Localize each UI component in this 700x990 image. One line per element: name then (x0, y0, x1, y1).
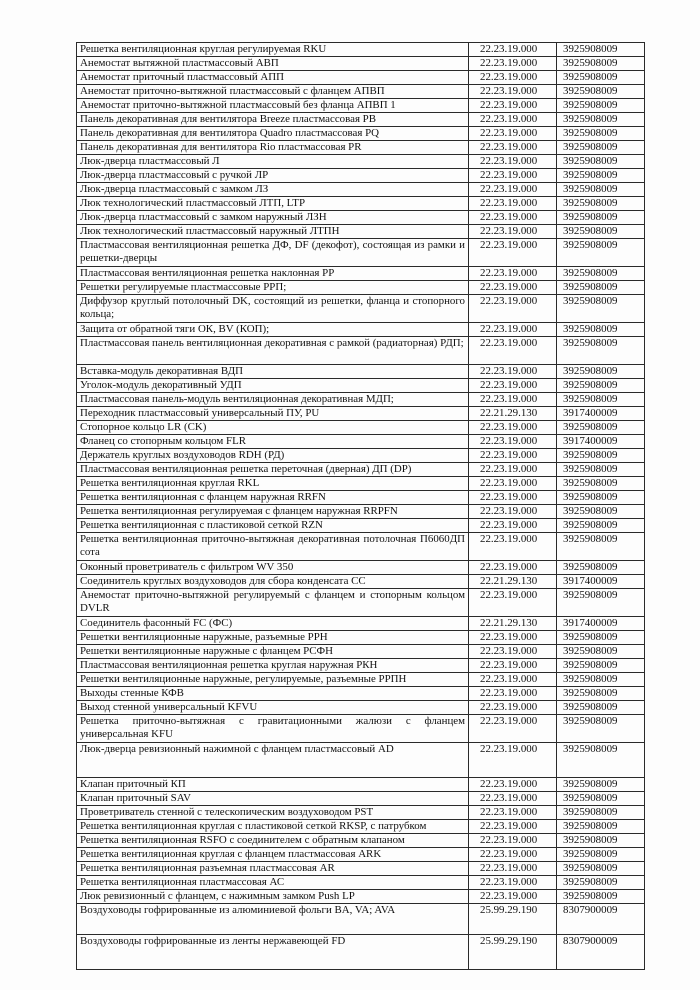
okpd-code-cell: 22.23.19.000 (469, 435, 557, 449)
product-name-cell: Воздуховоды гофрированные из алюминиевой фольги BA, VA; AVA (77, 904, 469, 935)
table-row (77, 935, 645, 970)
tnved-code-cell: 3925908009 (557, 197, 645, 211)
tnved-code-cell: 3925908009 (557, 645, 645, 659)
product-name-cell: Решетка вентиляционная пластмассовая АС (77, 876, 469, 890)
table-row (77, 407, 645, 421)
okpd-code-cell: 22.23.19.000 (469, 85, 557, 99)
table-row (77, 834, 645, 848)
product-name-cell: Решетка вентиляционная круглая RKL (77, 477, 469, 491)
tnved-code-cell: 3925908009 (557, 659, 645, 673)
tnved-code-cell: 3925908009 (557, 701, 645, 715)
okpd-code-cell: 22.23.19.000 (469, 820, 557, 834)
okpd-code-cell: 22.23.19.000 (469, 239, 557, 267)
okpd-code-cell: 22.23.19.000 (469, 645, 557, 659)
product-name-cell: Люк-дверца пластмассовый с замком наружный ЛЗН (77, 211, 469, 225)
tnved-code-cell: 3925908009 (557, 141, 645, 155)
table-row (77, 113, 645, 127)
table-row (77, 673, 645, 687)
product-name-cell: Анемостат приточный пластмассовый АПП (77, 71, 469, 85)
product-name-cell: Оконный проветриватель с фильтром WV 350 (77, 561, 469, 575)
tnved-code-cell: 3925908009 (557, 323, 645, 337)
product-name-cell: Пластмассовая вентиляционная решетка наклонная РР (77, 267, 469, 281)
tnved-code-cell: 3925908009 (557, 169, 645, 183)
product-name-cell: Решетка вентиляционная с пластиковой сеткой RZN (77, 519, 469, 533)
okpd-code-cell: 22.23.19.000 (469, 183, 557, 197)
table-row (77, 617, 645, 631)
product-name-cell: Решетка вентиляционная разъемная пластмассовая AR (77, 862, 469, 876)
table-row (77, 463, 645, 477)
okpd-code-cell: 22.23.19.000 (469, 393, 557, 407)
table-row (77, 337, 645, 365)
tnved-code-cell: 3925908009 (557, 491, 645, 505)
table-row (77, 806, 645, 820)
tnved-code-cell: 8307900009 (557, 935, 645, 970)
table-row (77, 435, 645, 449)
product-name-cell: Решетки регулируемые пластмассовые РРП; (77, 281, 469, 295)
product-name-cell: Панель декоративная для вентилятора Quadro пластмассовая PQ (77, 127, 469, 141)
table-row (77, 778, 645, 792)
product-name-cell: Решетка вентиляционная приточно-вытяжная декоративная потолочная П6060ДП сота (77, 533, 469, 561)
okpd-code-cell: 22.23.19.000 (469, 890, 557, 904)
product-name-cell: Пластмассовая панель-модуль вентиляционная декоративная МДП; (77, 393, 469, 407)
okpd-code-cell: 22.23.19.000 (469, 463, 557, 477)
table-row (77, 379, 645, 393)
table-row (77, 267, 645, 281)
table-row (77, 183, 645, 197)
tnved-code-cell: 3925908009 (557, 862, 645, 876)
tnved-code-cell: 3925908009 (557, 890, 645, 904)
table-row (77, 715, 645, 743)
table-row (77, 43, 645, 57)
tnved-code-cell: 3917400009 (557, 617, 645, 631)
okpd-code-cell: 22.23.19.000 (469, 57, 557, 71)
table-row (77, 491, 645, 505)
okpd-code-cell: 22.23.19.000 (469, 127, 557, 141)
okpd-code-cell: 22.23.19.000 (469, 323, 557, 337)
table-row (77, 71, 645, 85)
table-row (77, 211, 645, 225)
table-row (77, 505, 645, 519)
okpd-code-cell: 25.99.29.190 (469, 904, 557, 935)
table-row (77, 589, 645, 617)
okpd-code-cell: 22.23.19.000 (469, 631, 557, 645)
tnved-code-cell: 3925908009 (557, 393, 645, 407)
okpd-code-cell: 22.23.19.000 (469, 267, 557, 281)
table-row (77, 659, 645, 673)
okpd-code-cell: 22.23.19.000 (469, 673, 557, 687)
tnved-code-cell: 3925908009 (557, 519, 645, 533)
product-name-cell: Люк-дверца пластмассовый с ручкой ЛР (77, 169, 469, 183)
tnved-code-cell: 3925908009 (557, 631, 645, 645)
product-name-cell: Клапан приточный SAV (77, 792, 469, 806)
okpd-code-cell: 22.23.19.000 (469, 225, 557, 239)
product-name-cell: Выходы стенные КФВ (77, 687, 469, 701)
tnved-code-cell: 3925908009 (557, 743, 645, 778)
okpd-code-cell: 22.23.19.000 (469, 561, 557, 575)
product-name-cell: Переходник пластмассовый универсальный ПУ, PU (77, 407, 469, 421)
table-row (77, 862, 645, 876)
tnved-code-cell: 3925908009 (557, 239, 645, 267)
table-row (77, 99, 645, 113)
table-row (77, 85, 645, 99)
table-row (77, 561, 645, 575)
okpd-code-cell: 22.23.19.000 (469, 589, 557, 617)
table-row (77, 519, 645, 533)
tnved-code-cell: 3925908009 (557, 43, 645, 57)
tnved-code-cell: 3925908009 (557, 113, 645, 127)
tnved-code-cell: 3925908009 (557, 365, 645, 379)
table-row (77, 575, 645, 589)
tnved-code-cell: 3925908009 (557, 71, 645, 85)
table-row (77, 421, 645, 435)
product-name-cell: Решетка вентиляционная RSFO с соединителем с обратным клапаном (77, 834, 469, 848)
tnved-code-cell: 3925908009 (557, 281, 645, 295)
okpd-code-cell: 22.23.19.000 (469, 71, 557, 85)
table-row (77, 365, 645, 379)
table-row (77, 281, 645, 295)
product-name-cell: Решетка вентиляционная круглая регулируемая RKU (77, 43, 469, 57)
okpd-code-cell: 22.23.19.000 (469, 281, 557, 295)
product-name-cell: Защита от обратной тяги ОК, BV (КОП); (77, 323, 469, 337)
table-row (77, 848, 645, 862)
product-name-cell: Уголок-модуль декоративный УДП (77, 379, 469, 393)
product-name-cell: Люк технологический пластмассовый наружный ЛТПН (77, 225, 469, 239)
okpd-code-cell: 22.23.19.000 (469, 155, 557, 169)
product-name-cell: Решетки вентиляционные наружные с фланцем PCФH (77, 645, 469, 659)
product-name-cell: Анемостат приточно-вытяжной пластмассовый с фланцем АПВП (77, 85, 469, 99)
tnved-code-cell: 3925908009 (557, 225, 645, 239)
table-row (77, 631, 645, 645)
product-name-cell: Люк ревизионный с фланцем, с нажимным замком Push LP (77, 890, 469, 904)
table-row (77, 155, 645, 169)
product-name-cell: Вставка-модуль декоративная ВДП (77, 365, 469, 379)
okpd-code-cell: 22.23.19.000 (469, 659, 557, 673)
tnved-code-cell: 3925908009 (557, 127, 645, 141)
product-name-cell: Выход стенной универсальный KFVU (77, 701, 469, 715)
product-name-cell: Решетки вентиляционные наружные, регулируемые, разъемные РРПН (77, 673, 469, 687)
tnved-code-cell: 3925908009 (557, 792, 645, 806)
okpd-code-cell: 22.21.29.130 (469, 575, 557, 589)
tnved-code-cell: 3925908009 (557, 449, 645, 463)
okpd-code-cell: 22.23.19.000 (469, 701, 557, 715)
okpd-code-cell: 22.23.19.000 (469, 295, 557, 323)
tnved-code-cell: 3925908009 (557, 876, 645, 890)
okpd-code-cell: 22.23.19.000 (469, 211, 557, 225)
okpd-code-cell: 22.23.19.000 (469, 169, 557, 183)
table-row (77, 197, 645, 211)
tnved-code-cell: 3925908009 (557, 267, 645, 281)
product-name-cell: Люк технологический пластмассовый ЛТП, LTP (77, 197, 469, 211)
okpd-code-cell: 22.23.19.000 (469, 491, 557, 505)
table-row (77, 743, 645, 778)
product-name-cell: Анемостат вытяжной пластмассовый АВП (77, 57, 469, 71)
tnved-code-cell: 3925908009 (557, 589, 645, 617)
tnved-code-cell: 3925908009 (557, 295, 645, 323)
tnved-code-cell: 3925908009 (557, 715, 645, 743)
product-name-cell: Проветриватель стенной с телескопическим воздуховодом PST (77, 806, 469, 820)
tnved-code-cell: 3925908009 (557, 505, 645, 519)
product-name-cell: Решетки вентиляционные наружные, разъемные PPH (77, 631, 469, 645)
product-name-cell: Стопорное кольцо LR (CK) (77, 421, 469, 435)
okpd-code-cell: 22.21.29.130 (469, 407, 557, 421)
tnved-code-cell: 3925908009 (557, 99, 645, 113)
table-row (77, 141, 645, 155)
table-row (77, 225, 645, 239)
okpd-code-cell: 22.23.19.000 (469, 743, 557, 778)
tnved-code-cell: 8307900009 (557, 904, 645, 935)
table-row (77, 295, 645, 323)
table-row (77, 393, 645, 407)
okpd-code-cell: 22.23.19.000 (469, 806, 557, 820)
okpd-code-cell: 22.21.29.130 (469, 617, 557, 631)
tnved-code-cell: 3925908009 (557, 463, 645, 477)
product-name-cell: Клапан приточный КП (77, 778, 469, 792)
tnved-code-cell: 3925908009 (557, 85, 645, 99)
okpd-code-cell: 22.23.19.000 (469, 715, 557, 743)
product-name-cell: Фланец со стопорным кольцом FLR (77, 435, 469, 449)
table-row (77, 820, 645, 834)
tnved-code-cell: 3917400009 (557, 407, 645, 421)
okpd-code-cell: 22.23.19.000 (469, 421, 557, 435)
okpd-code-cell: 22.23.19.000 (469, 337, 557, 365)
product-name-cell: Решетка вентиляционная с фланцем наружная RRFN (77, 491, 469, 505)
okpd-code-cell: 22.23.19.000 (469, 113, 557, 127)
tnved-code-cell: 3925908009 (557, 673, 645, 687)
okpd-code-cell: 22.23.19.000 (469, 43, 557, 57)
table-row (77, 239, 645, 267)
tnved-code-cell: 3925908009 (557, 337, 645, 365)
okpd-code-cell: 22.23.19.000 (469, 519, 557, 533)
product-name-cell: Люк-дверца ревизионный нажимной с фланцем пластмассовый AD (77, 743, 469, 778)
okpd-code-cell: 22.23.19.000 (469, 365, 557, 379)
tnved-code-cell: 3925908009 (557, 379, 645, 393)
tnved-code-cell: 3925908009 (557, 155, 645, 169)
tnved-code-cell: 3925908009 (557, 211, 645, 225)
product-name-cell: Анемостат приточно-вытяжной пластмассовый без фланца АПВП 1 (77, 99, 469, 113)
tnved-code-cell: 3925908009 (557, 848, 645, 862)
table-row (77, 904, 645, 935)
tnved-code-cell: 3925908009 (557, 834, 645, 848)
product-name-cell: Соединитель круглых воздуховодов для сбора конденсата СС (77, 575, 469, 589)
tnved-code-cell: 3925908009 (557, 57, 645, 71)
product-name-cell: Воздуховоды гофрированные из ленты нержавеющей FD (77, 935, 469, 970)
product-name-cell: Люк-дверца пластмассовый Л (77, 155, 469, 169)
product-name-cell: Люк-дверца пластмассовый с замком ЛЗ (77, 183, 469, 197)
tnved-code-cell: 3925908009 (557, 183, 645, 197)
okpd-code-cell: 22.23.19.000 (469, 687, 557, 701)
table-body (77, 43, 645, 970)
table-row (77, 449, 645, 463)
product-name-cell: Решетка вентиляционная круглая с пластиковой сеткой RKSP, с патрубком (77, 820, 469, 834)
tnved-code-cell: 3925908009 (557, 778, 645, 792)
table-row (77, 323, 645, 337)
tnved-code-cell: 3925908009 (557, 820, 645, 834)
tnved-code-cell: 3925908009 (557, 421, 645, 435)
tnved-code-cell: 3925908009 (557, 533, 645, 561)
okpd-code-cell: 22.23.19.000 (469, 379, 557, 393)
product-name-cell: Панель декоративная для вентилятора Breeze пластмассовая PB (77, 113, 469, 127)
okpd-code-cell: 22.23.19.000 (469, 792, 557, 806)
table-row (77, 890, 645, 904)
table-row (77, 687, 645, 701)
tnved-code-cell: 3925908009 (557, 806, 645, 820)
table-row (77, 533, 645, 561)
okpd-code-cell: 22.23.19.000 (469, 862, 557, 876)
product-name-cell: Соединитель фасонный FC (ФС) (77, 617, 469, 631)
okpd-code-cell: 22.23.19.000 (469, 477, 557, 491)
tnved-code-cell: 3925908009 (557, 561, 645, 575)
product-name-cell: Решетка вентиляционная регулируемая с фланцем наружная RRPFN (77, 505, 469, 519)
product-name-cell: Диффузор круглый потолочный DK, состоящий из решетки, фланца и стопорного кольца; (77, 295, 469, 323)
product-name-cell: Анемостат приточно-вытяжной регулируемый с фланцем и стопорным кольцом DVLR (77, 589, 469, 617)
tnved-code-cell: 3917400009 (557, 575, 645, 589)
table-row (77, 645, 645, 659)
table-row (77, 792, 645, 806)
product-name-cell: Панель декоративная для вентилятора Rio пластмассовая PR (77, 141, 469, 155)
okpd-code-cell: 22.23.19.000 (469, 876, 557, 890)
product-name-cell: Пластмассовая вентиляционная решетка переточная (дверная) ДП (DP) (77, 463, 469, 477)
product-code-table (76, 42, 645, 970)
table-row (77, 876, 645, 890)
okpd-code-cell: 22.23.19.000 (469, 848, 557, 862)
tnved-code-cell: 3925908009 (557, 687, 645, 701)
okpd-code-cell: 22.23.19.000 (469, 449, 557, 463)
tnved-code-cell: 3925908009 (557, 477, 645, 491)
okpd-code-cell: 22.23.19.000 (469, 533, 557, 561)
product-name-cell: Пластмассовая панель вентиляционная декоративная с рамкой (радиаторная) РДП; (77, 337, 469, 365)
product-name-cell: Пластмассовая вентиляционная решетка круглая наружная РКН (77, 659, 469, 673)
product-name-cell: Пластмассовая вентиляционная решетка ДФ, DF (декофот), состоящая из рамки и решетки-дверцы (77, 239, 469, 267)
table-row (77, 169, 645, 183)
table-row (77, 57, 645, 71)
okpd-code-cell: 22.23.19.000 (469, 99, 557, 113)
table-row (77, 127, 645, 141)
product-name-cell: Держатель круглых воздуховодов RDH (РД) (77, 449, 469, 463)
okpd-code-cell: 25.99.29.190 (469, 935, 557, 970)
okpd-code-cell: 22.23.19.000 (469, 141, 557, 155)
okpd-code-cell: 22.23.19.000 (469, 505, 557, 519)
table-row (77, 477, 645, 491)
okpd-code-cell: 22.23.19.000 (469, 834, 557, 848)
table-row (77, 701, 645, 715)
okpd-code-cell: 22.23.19.000 (469, 778, 557, 792)
product-name-cell: Решетка вентиляционная круглая с фланцем пластмассовая ARK (77, 848, 469, 862)
okpd-code-cell: 22.23.19.000 (469, 197, 557, 211)
tnved-code-cell: 3917400009 (557, 435, 645, 449)
product-name-cell: Решетка приточно-вытяжная с гравитационными жалюзи с фланцем универсальная KFU (77, 715, 469, 743)
